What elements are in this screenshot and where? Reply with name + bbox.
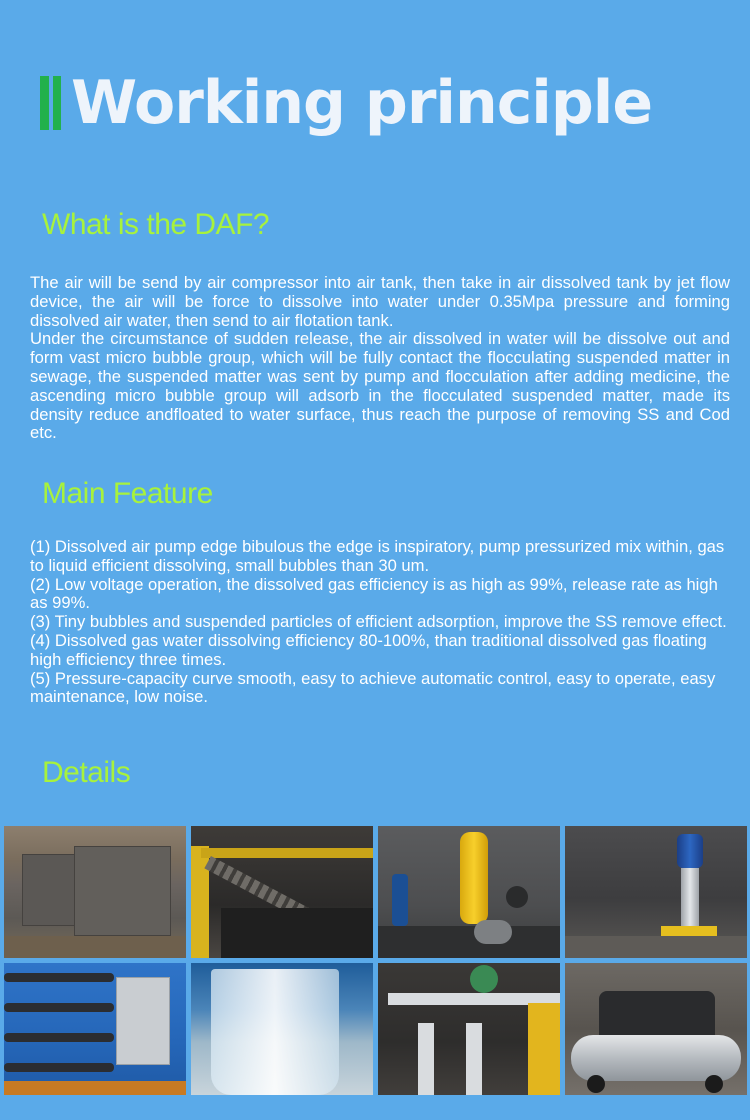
photo-scraper-motor bbox=[378, 963, 560, 1095]
daf-description bbox=[30, 274, 730, 443]
daf-paragraph-2: Under the circumstance of sudden release, the air dissolved in water will be dissolve out and form vast micro bubble group, which will be fully contact the flocculating suspended matter in sewage, the suspended matter was sent by pump and flocculation after adding medicine, the ascending micro bubble group will adsorb in the flocculated suspended matter, made its density reduce andfloated to water surface, thus reach the purpose of removing SS and Cod etc. bbox=[30, 329, 730, 443]
photo-air-tank-pump bbox=[378, 826, 560, 958]
photo-air-compressor bbox=[565, 963, 747, 1095]
details-photo-gallery bbox=[4, 826, 746, 1095]
feature-item-2: (2) Low voltage operation, the dissolved gas efficiency is as high as 99%, release rate as high as 99%. bbox=[30, 574, 718, 613]
photo-vertical-pump bbox=[565, 826, 747, 958]
feature-item-3: (3) Tiny bubbles and suspended particles of efficient adsorption, improve the SS remove effect. bbox=[30, 612, 727, 632]
page-title: Working principle bbox=[71, 68, 653, 138]
photo-pipes-control-panel bbox=[4, 963, 186, 1095]
title-accent-bars-icon bbox=[40, 76, 61, 130]
photo-scraper-chain bbox=[191, 826, 373, 958]
features-block bbox=[30, 538, 730, 707]
feature-item-5: (5) Pressure-capacity curve smooth, easy to achieve automatic control, easy to operate, easy maintenance, low noise. bbox=[30, 668, 716, 707]
daf-paragraph-1: The air will be send by air compressor into air tank, then take in air dissolved tank by jet flow device, the air will be force to dissolve into water under 0.35Mpa pressure and forming dissolved air water, then send to air flotation tank. bbox=[30, 273, 730, 330]
photo-concrete-tanks bbox=[4, 826, 186, 958]
details-heading: Details bbox=[42, 756, 131, 789]
photo-water-glass bbox=[191, 963, 373, 1095]
feature-item-1: (1) Dissolved air pump edge bibulous the edge is inspiratory, pump pressurized mix within, gas to liquid efficient dissolving, small bubbles than 30 um. bbox=[30, 537, 725, 575]
features-heading: Main Feature bbox=[42, 477, 213, 510]
page-header bbox=[40, 68, 652, 138]
feature-item-4: (4) Dissolved gas water dissolving efficiency 80-100%, than traditional dissolved gas floating high efficiency three times. bbox=[30, 630, 707, 669]
daf-heading: What is the DAF? bbox=[42, 208, 270, 241]
feature-list bbox=[30, 538, 730, 707]
